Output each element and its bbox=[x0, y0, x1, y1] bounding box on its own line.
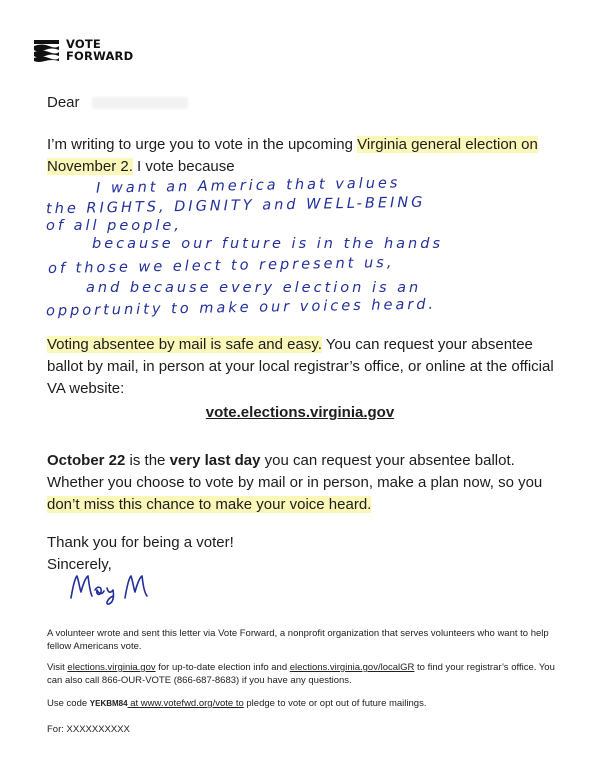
intro-text: I’m writing to urge you to vote in the upcoming bbox=[47, 136, 358, 153]
registrar-link[interactable]: elections.virginia.gov/localGR bbox=[289, 662, 415, 673]
logo-line-1: VOTE bbox=[66, 37, 101, 51]
handwritten-line: and because every election is an bbox=[86, 280, 422, 296]
intro-paragraph bbox=[47, 134, 562, 178]
deadline-date: October 22 bbox=[47, 452, 126, 469]
absentee-paragraph bbox=[47, 334, 562, 400]
redacted-name bbox=[92, 97, 188, 109]
footer-recipient: For: XXXXXXXXXX bbox=[47, 724, 130, 735]
footer-volunteer-note: A volunteer wrote and sent this letter via Vote Forward, a nonprofit organization that serves volunteers who want to help fellow Americans vote. bbox=[47, 628, 549, 652]
handwritten-line: of all people, bbox=[46, 218, 182, 234]
logo-line-2: FORWARD bbox=[66, 49, 134, 63]
intro-text-end: I vote because bbox=[132, 158, 235, 175]
visit-text: Visit bbox=[47, 662, 68, 673]
votefwd-link[interactable]: at www.votefwd.org/vote to bbox=[127, 698, 244, 709]
vote-forward-logo bbox=[32, 38, 133, 62]
election-highlight: Virginia general election on November 2. bbox=[47, 136, 538, 175]
handwritten-line: opportunity to make our voices heard. bbox=[45, 296, 437, 320]
elections-link[interactable]: elections.virginia.gov bbox=[67, 662, 156, 673]
absentee-text: You can request your absentee ballot by mail, in person at your local registrar’s office, or online at the official VA website: bbox=[47, 336, 554, 397]
handwritten-line: of those we elect to represent us, bbox=[47, 254, 395, 278]
deadline-body: you can request your absentee ballot. Whether you choose to vote by mail or in person, make a plan now, so you bbox=[47, 452, 543, 491]
handwritten-signature bbox=[67, 568, 177, 613]
deadline-text: is the bbox=[125, 452, 170, 469]
handwritten-line: I want an America that values bbox=[95, 175, 401, 197]
pledge-code: YEKBM84 bbox=[89, 699, 128, 708]
code-text-end: pledge to vote or opt out of future mailings. bbox=[243, 698, 427, 709]
deadline-highlight: don’t miss this chance to make your voice heard. bbox=[47, 496, 372, 513]
thanks-text: Thank you for being a voter! bbox=[47, 534, 234, 551]
absentee-highlight: Voting absentee by mail is safe and easy. bbox=[47, 336, 322, 353]
footer-code-note bbox=[47, 697, 567, 710]
code-text: Use code bbox=[47, 698, 90, 709]
flag-icon bbox=[32, 38, 62, 62]
voting-website-link[interactable]: vote.elections.virginia.gov bbox=[205, 404, 395, 421]
sincerely-text: Sincerely, bbox=[47, 556, 112, 573]
handwritten-line: because our future is in the hands bbox=[92, 236, 443, 252]
visit-text-mid: for up-to-date election info and bbox=[155, 662, 290, 673]
greeting bbox=[47, 94, 188, 111]
handwritten-line: the RIGHTS, DIGNITY and WELL-BEING bbox=[45, 194, 426, 218]
last-day-text: very last day bbox=[169, 452, 261, 469]
visit-text-end: to find your registrar’s office. You can also call 866-OUR-VOTE (866-687-8683) if you have any questions. bbox=[47, 662, 555, 686]
footer-visit-note bbox=[47, 661, 567, 687]
deadline-paragraph bbox=[47, 450, 562, 516]
greeting-text: Dear bbox=[47, 94, 80, 111]
